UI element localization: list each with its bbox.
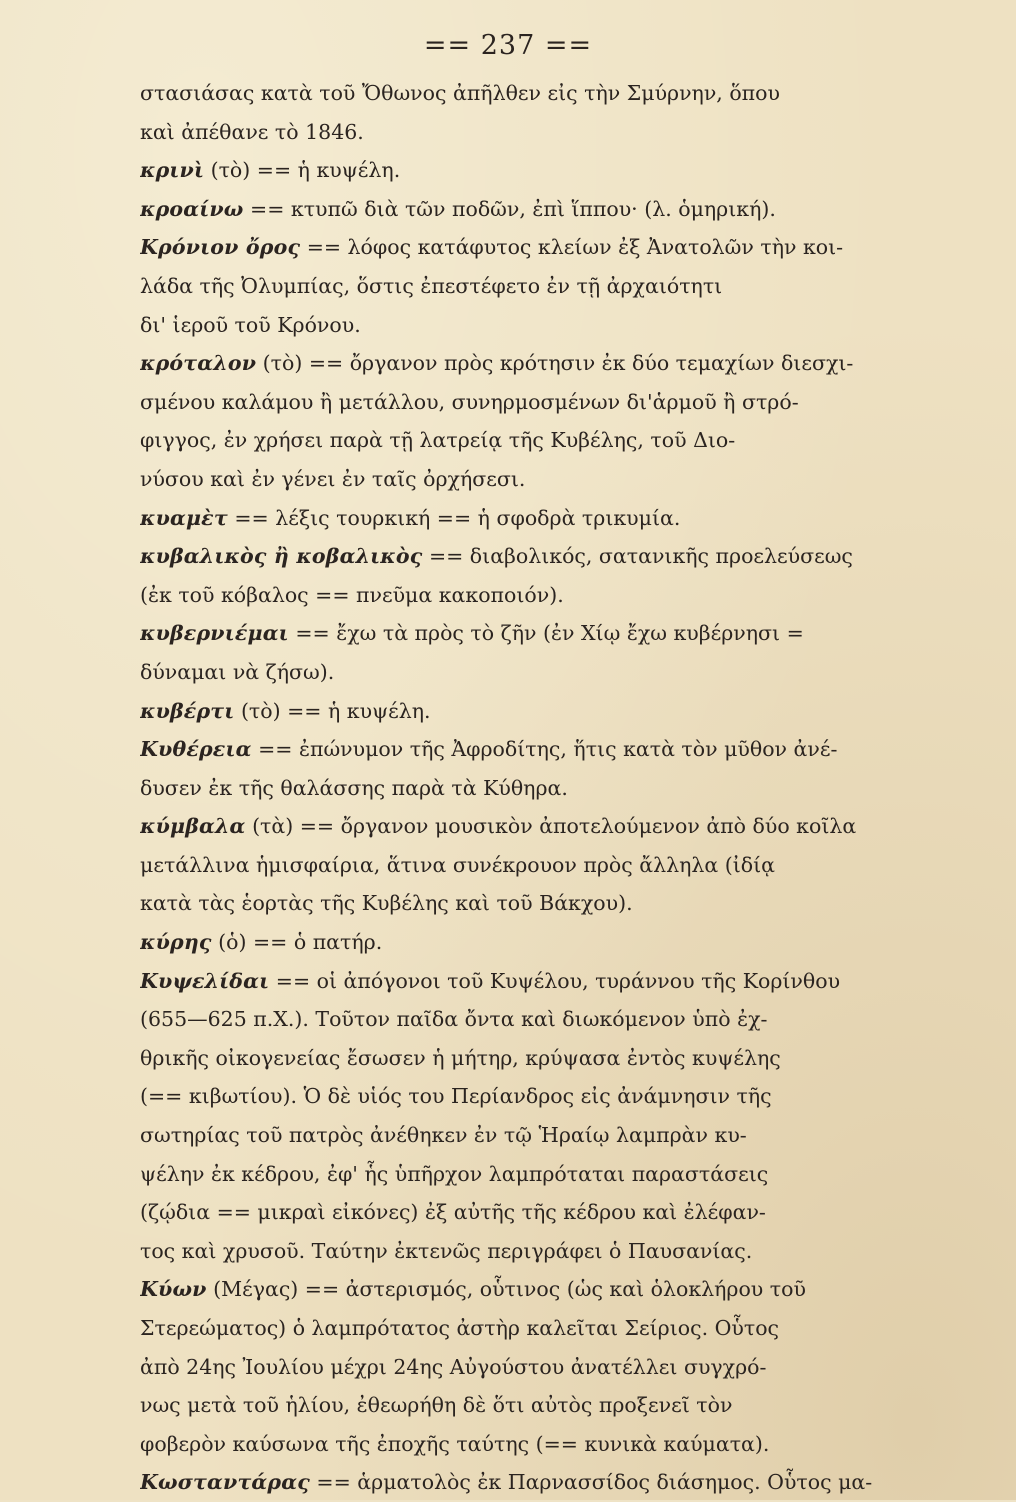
- headword: κροαίνω: [140, 196, 244, 221]
- text-line: [140, 383, 930, 422]
- text-line: [140, 499, 930, 538]
- entry-text: (Μέγας) == ἀστερισμός, οὗτινος (ὡς καὶ ὁλοκλήρου τοῦ: [206, 1277, 806, 1302]
- entry-text: (τὸ) == ἡ κυψέλη.: [234, 698, 431, 723]
- entry-text: φοβερὸν καύσωνα τῆς ἐποχῆς ταύτης (== κυνικὰ καύματα).: [140, 1431, 770, 1456]
- text-line: [140, 190, 930, 229]
- text-line: [140, 344, 930, 383]
- text-line: [140, 846, 930, 885]
- dictionary-text: [140, 74, 930, 1502]
- text-line: [140, 1000, 930, 1039]
- entry-text: (τὰ) == ὄργανον μουσικὸν ἀποτελούμενον ἀπὸ δύο κοῖλα: [245, 814, 857, 839]
- entry-text: == διαβολικός, σατανικῆς προελεύσεως: [422, 544, 853, 569]
- entry-text: δι' ἱεροῦ τοῦ Κρόνου.: [140, 312, 361, 337]
- headword: κυαμὲτ: [140, 505, 228, 530]
- entry-text: φιγγος, ἐν χρήσει παρὰ τῇ λατρείᾳ τῆς Κυβέλης, τοῦ Διο-: [140, 428, 736, 453]
- entry-text: μετάλλινα ἡμισφαίρια, ἅτινα συνέκρουον πρὸς ἄλληλα (ἰδίᾳ: [140, 852, 775, 877]
- headword: κύμβαλα: [140, 814, 246, 839]
- entry-text: (655—625 π.Χ.). Τοῦτον παῖδα ὄντα καὶ διωκόμενον ὑπὸ ἐχ-: [140, 1007, 768, 1032]
- text-line: [140, 1348, 930, 1387]
- entry-text: τος καὶ χρυσοῦ. Ταύτην ἐκτενῶς περιγράφει ὁ Παυσανίας.: [140, 1238, 753, 1263]
- entry-text: κατὰ τὰς ἑορτὰς τῆς Κυβέλης καὶ τοῦ Βάκχου).: [140, 891, 633, 916]
- headword: κύρης: [140, 930, 212, 955]
- entry-text: νύσου καὶ ἐν γένει ἐν ταῖς ὀρχήσεσι.: [140, 466, 526, 491]
- entry-text: (ζῴδια == μικραὶ εἰκόνες) ἐξ αὐτῆς τῆς κέδρου καὶ ἐλέφαν-: [140, 1200, 766, 1225]
- text-line: [140, 228, 930, 267]
- text-line: [140, 267, 930, 306]
- entry-text: δύναμαι νὰ ζήσω).: [140, 659, 335, 684]
- headword: Κωσταντάρας: [140, 1470, 310, 1495]
- entry-text: ψέλην ἐκ κέδρου, ἐφ' ἧς ὑπῆρχον λαμπρόταται παραστάσεις: [140, 1161, 769, 1186]
- text-line: [140, 1039, 930, 1078]
- text-line: [140, 884, 930, 923]
- entry-text: == ἔχω τὰ πρὸς τὸ ζῆν (ἐν Χίῳ ἔχω κυβέρνησι =: [288, 621, 804, 646]
- entry-text: (ἐκ τοῦ κόβαλος == πνεῦμα κακοποιόν).: [140, 582, 564, 607]
- text-line: [140, 1155, 930, 1194]
- text-line: [140, 1077, 930, 1116]
- text-line: [140, 769, 930, 808]
- entry-text: λάδα τῆς Ὀλυμπίας, ὅστις ἐπεστέφετο ἐν τῇ ἀρχαιότητι: [140, 273, 723, 298]
- headword: Κρόνιον ὄρος: [140, 235, 301, 260]
- text-line: [140, 1270, 930, 1309]
- entry-text: == λόφος κατάφυτος κλείων ἐξ Ἀνατολῶν τὴν κοι-: [300, 235, 844, 260]
- text-line: [140, 74, 930, 113]
- text-line: [140, 692, 930, 731]
- text-line: [140, 614, 930, 653]
- entry-text: == κτυπῶ διὰ τῶν ποδῶν, ἐπὶ ἵππου· (λ. ὁμηρική).: [243, 196, 776, 221]
- text-line: [140, 1386, 930, 1425]
- text-line: [140, 1309, 930, 1348]
- headword: Κυθέρεια: [140, 737, 252, 762]
- text-line: [140, 537, 930, 576]
- text-line: [140, 421, 930, 460]
- headword: κρινὶ: [140, 158, 205, 183]
- entry-text: σωτηρίας τοῦ πατρὸς ἀνέθηκεν ἐν τῷ Ἡραίῳ λαμπρὰν κυ-: [140, 1123, 747, 1148]
- text-line: [140, 113, 930, 152]
- headword: κυβερνιέμαι: [140, 621, 289, 646]
- text-line: [140, 653, 930, 692]
- text-line: [140, 1463, 930, 1502]
- headword: κυβαλικὸς ἢ κοβαλικὸς: [140, 544, 423, 569]
- entry-text: == ἐπώνυμον τῆς Ἀφροδίτης, ἥτις κατὰ τὸν μῦθον ἀνέ-: [251, 737, 838, 762]
- entry-text: σμένου καλάμου ἢ μετάλλου, συνηρμοσμένων δι'ἁρμοῦ ἢ στρό-: [140, 389, 799, 414]
- headword: κρόταλον: [140, 351, 257, 376]
- entry-text: (ὁ) == ὁ πατήρ.: [211, 930, 383, 955]
- entry-text: (τὸ) == ἡ κυψέλη.: [204, 158, 401, 183]
- text-line: [140, 730, 930, 769]
- entry-text: ἀπὸ 24ης Ἰουλίου μέχρι 24ης Αὐγούστου ἀνατέλλει συγχρό-: [140, 1354, 767, 1379]
- headword: Κυψελίδαι: [140, 968, 270, 993]
- text-line: [140, 1425, 930, 1464]
- entry-text: στασιάσας κατὰ τοῦ Ὄθωνος ἀπῆλθεν εἰς τὴν Σμύρνην, ὅπου: [140, 81, 780, 105]
- entry-text: (τὸ) == ὄργανον πρὸς κρότησιν ἐκ δύο τεμαχίων διεσχι-: [256, 351, 854, 376]
- text-line: [140, 1193, 930, 1232]
- text-line: [140, 923, 930, 962]
- text-line: [140, 962, 930, 1001]
- entry-text: θρικῆς οἰκογενείας ἔσωσεν ἡ μήτηρ, κρύψασα ἐντὸς κυψέλης: [140, 1045, 781, 1070]
- text-line: [140, 807, 930, 846]
- page-number: == 237 ==: [423, 30, 593, 61]
- headword: Κύων: [140, 1277, 207, 1302]
- text-line: [140, 1116, 930, 1155]
- text-line: [140, 151, 930, 190]
- text-line: [140, 576, 930, 615]
- entry-text: καὶ ἀπέθανε τὸ 1846.: [140, 119, 364, 144]
- entry-text: == οἱ ἀπόγονοι τοῦ Κυψέλου, τυράννου τῆς Κορίνθου: [269, 968, 841, 993]
- text-line: [140, 1232, 930, 1271]
- entry-text: δυσεν ἐκ τῆς θαλάσσης παρὰ τὰ Κύθηρα.: [140, 775, 568, 800]
- headword: κυβέρτι: [140, 698, 235, 723]
- entry-text: νως μετὰ τοῦ ἡλίου, ἐθεωρήθη δὲ ὅτι αὐτὸς προξενεῖ τὸν: [140, 1393, 733, 1418]
- text-line: [140, 306, 930, 345]
- text-line: [140, 460, 930, 499]
- entry-text: == λέξις τουρκική == ἡ σφοδρὰ τρικυμία.: [227, 505, 681, 530]
- entry-text: == ἁρματολὸς ἐκ Παρνασσίδος διάσημος. Οὗτος μα-: [309, 1470, 873, 1495]
- entry-text: Στερεώματος) ὁ λαμπρότατος ἀστὴρ καλεῖται Σείριος. Οὗτος: [140, 1316, 780, 1340]
- entry-text: (== κιβωτίου). Ὁ δὲ υἱός του Περίανδρος εἰς ἀνάμνησιν τῆς: [140, 1084, 772, 1109]
